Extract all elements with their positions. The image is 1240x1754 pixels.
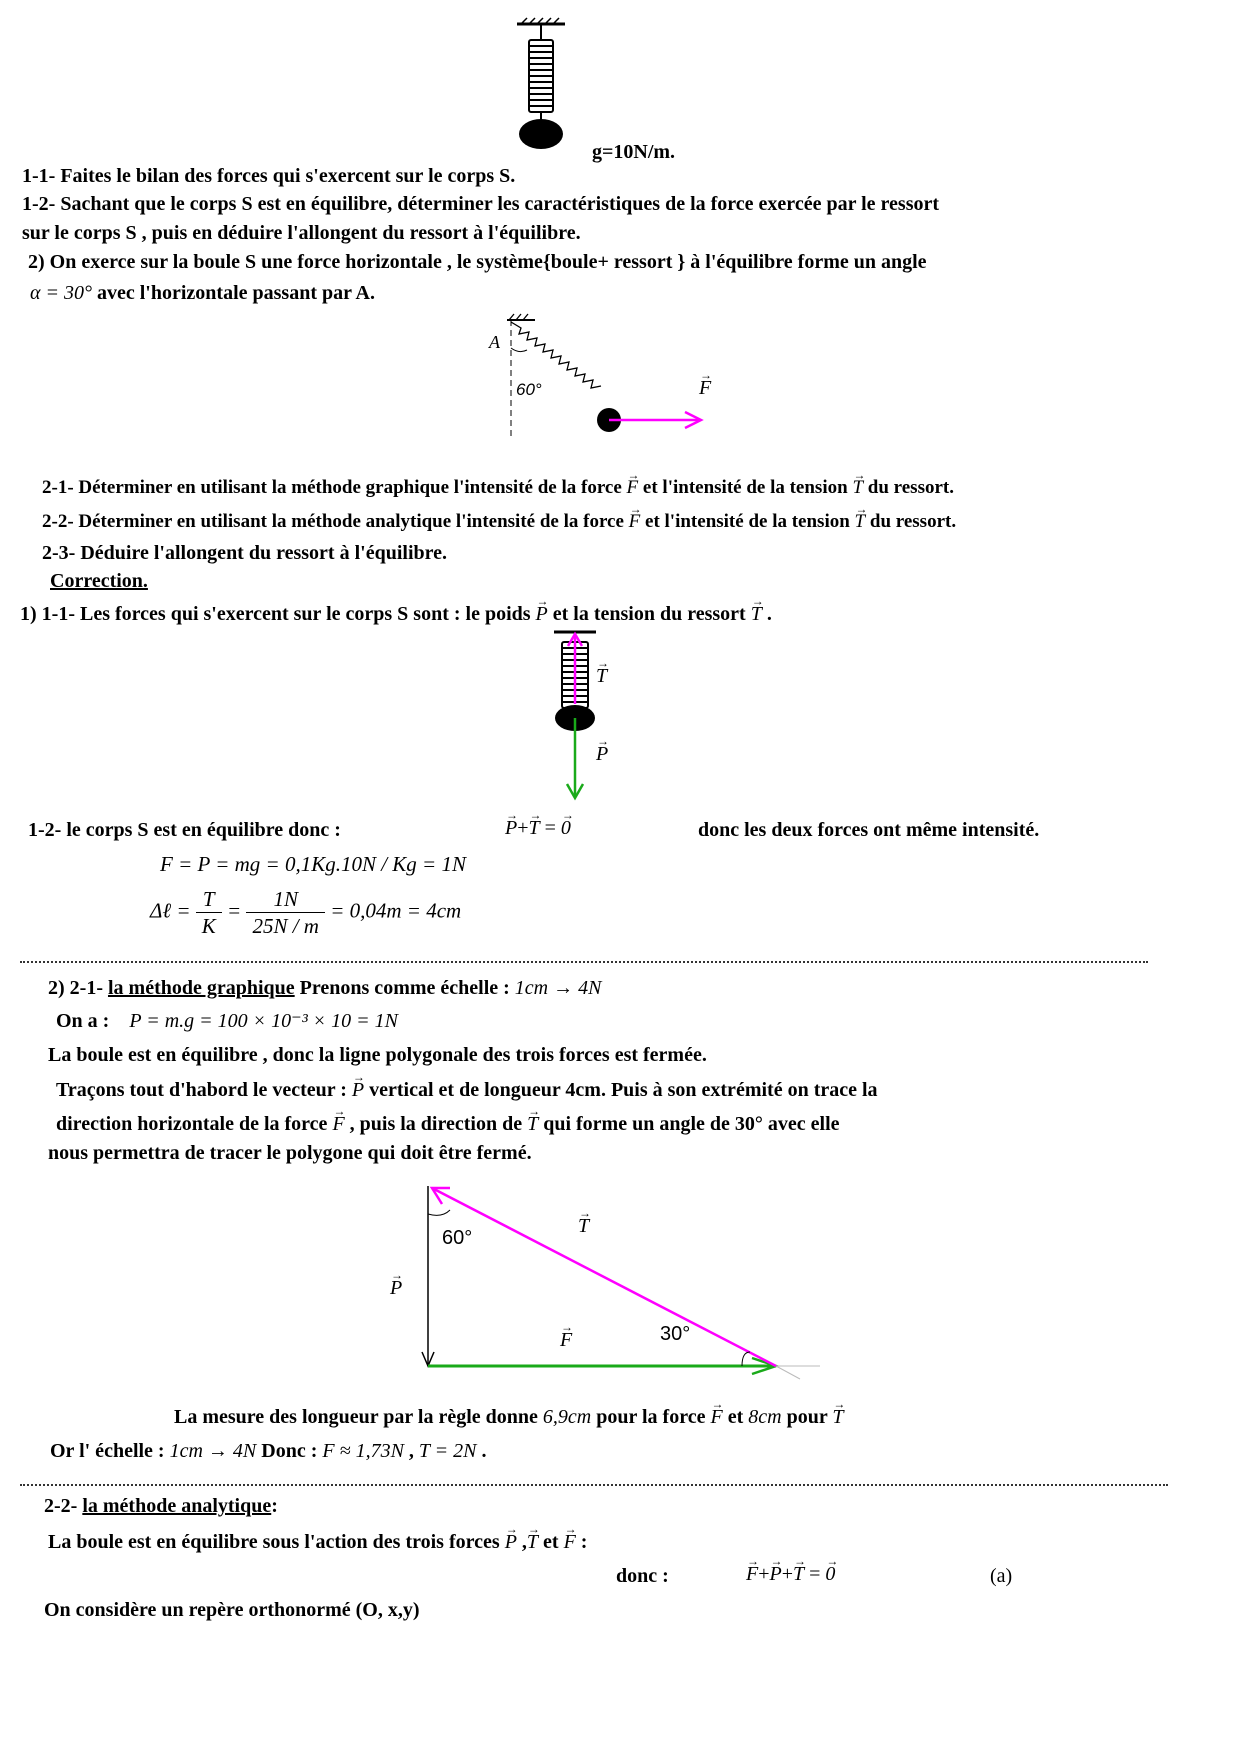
correction-trace-2 [56, 1112, 840, 1136]
vec-P: → P [770, 1562, 782, 1586]
frac-num: 1N [246, 886, 325, 913]
trace-b-post: qui forme un angle de 30° avec elle [538, 1113, 840, 1135]
scale-val: 1cm → 4N [169, 1440, 257, 1462]
vec-zero: → 0 [825, 1562, 835, 1586]
vec-P: → P [505, 1530, 517, 1554]
measure-post: pour [781, 1406, 833, 1428]
fig3-P-symbol: → P [596, 742, 608, 766]
divider-1 [20, 961, 1148, 963]
equilibrium-equation [505, 816, 571, 840]
scale-result-line [50, 1439, 487, 1463]
spring-ball-figure [515, 18, 595, 153]
forces-pre: La boule est en équilibre sous l'action des trois forces [48, 1531, 505, 1553]
result-T: T = 2N [418, 1440, 477, 1462]
question-2-2 [42, 510, 956, 534]
inclined-spring-figure [485, 308, 725, 438]
correction-on-a [56, 1009, 398, 1033]
c2-1-pre: 2) 2-1- [48, 977, 108, 999]
trace-b-mid: , puis la direction de [344, 1113, 528, 1135]
force-polygon-figure [380, 1176, 820, 1396]
vec-T: → T [529, 816, 540, 840]
measure-et: et [722, 1406, 749, 1428]
question-2-3: 2-3- Déduire l'allongent du ressort à l'équilibre. [42, 542, 448, 564]
scale-sep: , [403, 1440, 419, 1462]
c2-1-post: Prenons comme échelle : [294, 977, 515, 999]
correction-equilibrium: La boule est en équilibre , donc la ligne polygonale des trois forces est fermée. [48, 1044, 707, 1066]
angle-60-label: 60° [516, 380, 542, 399]
repere-line: On considère un repère orthonormé (O, x,y) [44, 1599, 420, 1621]
force-F-label [699, 376, 711, 400]
measure-line [174, 1405, 843, 1429]
vec-zero: → 0 [561, 816, 571, 840]
poly-P-label [390, 1276, 402, 1300]
poly-F-label [560, 1328, 572, 1352]
q2-2-pre: 2-2- Déterminer en utilisant la méthode analytique l'intensité de la force [42, 511, 629, 532]
vec-T: → T [578, 1214, 589, 1238]
correction-2-1 [48, 976, 601, 1000]
measure-mid: pour la force [591, 1406, 711, 1428]
dl-lhs: Δℓ = [150, 898, 191, 923]
scale-end: . [476, 1440, 487, 1462]
sep1: , [516, 1531, 527, 1553]
trace-a-post: vertical et de longueur 4cm. Puis à son extrémité on trace la [364, 1079, 878, 1101]
c2-2-colon: : [271, 1495, 278, 1517]
weight-equation: F = P = mg = 0,1Kg.10N / Kg = 1N [160, 852, 466, 876]
vector-sum-equation [746, 1562, 835, 1586]
fig3-T-symbol: → T [596, 664, 607, 688]
fig3-P-label [596, 742, 608, 766]
question-2-line2-text: avec l'horizontale passant par A. [92, 282, 375, 304]
vec-T: → T [793, 1562, 804, 1586]
vec-F: → F [710, 1405, 722, 1429]
c2-2-method: la méthode analytique [82, 1495, 272, 1517]
alpha-value: α = 30° [30, 282, 92, 304]
question-2-1 [42, 476, 954, 500]
correction-2-2-forces [48, 1530, 587, 1554]
c1-1-mid: et la tension du ressort [552, 603, 751, 625]
vec-P: → P [390, 1276, 402, 1300]
divider-2 [20, 1484, 1168, 1486]
c2-2-pre: 2-2- [44, 1495, 83, 1517]
vec-F: → F [627, 476, 639, 500]
c1-1-pre: 1) 1-1- Les forces qui s'exercent sur le corps S sont : le poids [20, 603, 536, 625]
measure-pre: La mesure des longueur par la règle donne [174, 1406, 543, 1428]
poly-60-label: 60° [442, 1227, 473, 1249]
q2-1-mid: et l'intensité de la tension [642, 477, 853, 498]
donc-label: donc : [616, 1565, 669, 1587]
frac-K: K [201, 914, 216, 938]
sep2: et [538, 1531, 564, 1553]
poly-T-label [578, 1214, 589, 1238]
q2-1-post: du ressort. [867, 477, 954, 498]
poly-30-label: 30° [660, 1323, 691, 1345]
vec-T: → T [527, 1530, 538, 1554]
vec-F: → F [746, 1562, 758, 1586]
correction-trace-3: nous permettra de tracer le polygone qui doit être fermé. [48, 1142, 532, 1164]
measure-8: 8cm [748, 1406, 782, 1428]
dl-rhs: = 0,04m = 4cm [330, 898, 462, 923]
result-F: F ≈ 1,73N [322, 1440, 404, 1462]
colon2: : [575, 1531, 588, 1553]
equals: = [544, 817, 556, 839]
correction-trace-1 [56, 1078, 878, 1102]
plus: + [781, 1563, 793, 1585]
vec-F: → F [629, 510, 641, 534]
frac-T: T [196, 886, 222, 913]
c2-weight: P = m.g = 100 × 10⁻³ × 10 = 1N [129, 1010, 399, 1032]
point-A-label: A [489, 332, 500, 352]
vec-F: → F [560, 1328, 572, 1352]
correction-1-2: 1-2- le corps S est en équilibre donc : [28, 819, 341, 841]
question-1-2-line1: 1-2- Sachant que le corps S est en équilibre, déterminer les caractéristiques de la force exercée par le ressort [22, 193, 940, 215]
vec-F: → F [564, 1530, 576, 1554]
c2-1-scale: 1cm → 4N [514, 977, 602, 999]
vec-P: → P [352, 1078, 364, 1102]
vec-F: → F [332, 1112, 344, 1136]
q2-2-mid: et l'intensité de la tension [645, 511, 855, 532]
equals: = [809, 1563, 821, 1585]
c2-1-method: la méthode graphique [107, 977, 295, 999]
fraction-1N-25N [246, 886, 325, 939]
elongation-equation: Δℓ = $\frac{T}{K}$ = $\frac{1N}{25N / m}$ = 0,04m = 4cm [150, 887, 462, 938]
fig3-T-label [596, 664, 607, 688]
vec-P: → P [505, 816, 517, 840]
correction-1-2-conclusion: donc les deux forces ont même intensité. [698, 819, 1040, 841]
on-a: On a : [56, 1010, 110, 1032]
question-1-2-line2: sur le corps S , puis en déduire l'allongent du ressort à l'équilibre. [22, 222, 581, 244]
question-2-line2 [30, 281, 375, 305]
forces-spring-figure [540, 628, 630, 808]
scale-donc: Donc : [256, 1440, 323, 1462]
frac-den: 25N / m [252, 914, 319, 938]
c1-1-post: . [766, 603, 772, 625]
fraction-T-K [196, 886, 222, 939]
measure-69: 6,9cm [542, 1406, 592, 1428]
equation-a-label: (a) [990, 1565, 1013, 1587]
correction-title: Correction. [50, 570, 148, 592]
question-1-1: 1-1- Faites le bilan des forces qui s'exercent sur le corps S. [22, 165, 516, 187]
scale-pre: Or l' échelle : [50, 1440, 170, 1462]
vec-T: → T [751, 602, 762, 626]
plus: + [517, 817, 529, 839]
vec-T: → T [832, 1405, 843, 1429]
vec-T: → T [855, 510, 866, 534]
q2-2-post: du ressort. [869, 511, 957, 532]
correction-1-1 [20, 602, 772, 626]
question-2-line1: 2) On exerce sur la boule S une force horizontale , le système{boule+ ressort } à l'équilibre forme un angle [28, 251, 927, 273]
gravity-label: g=10N/m. [592, 141, 676, 163]
trace-a-pre: Traçons tout d'habord le vecteur : [56, 1079, 352, 1101]
vec-T: → T [852, 476, 863, 500]
vec-P: → P [536, 602, 548, 626]
q2-1-pre: 2-1- Déterminer en utilisant la méthode graphique l'intensité de la force [42, 477, 627, 498]
plus: + [758, 1563, 770, 1585]
vec-T: → T [527, 1112, 538, 1136]
force-F-symbol: → F [699, 376, 711, 400]
correction-2-2 [44, 1494, 278, 1518]
trace-b-pre: direction horizontale de la force [56, 1113, 333, 1135]
